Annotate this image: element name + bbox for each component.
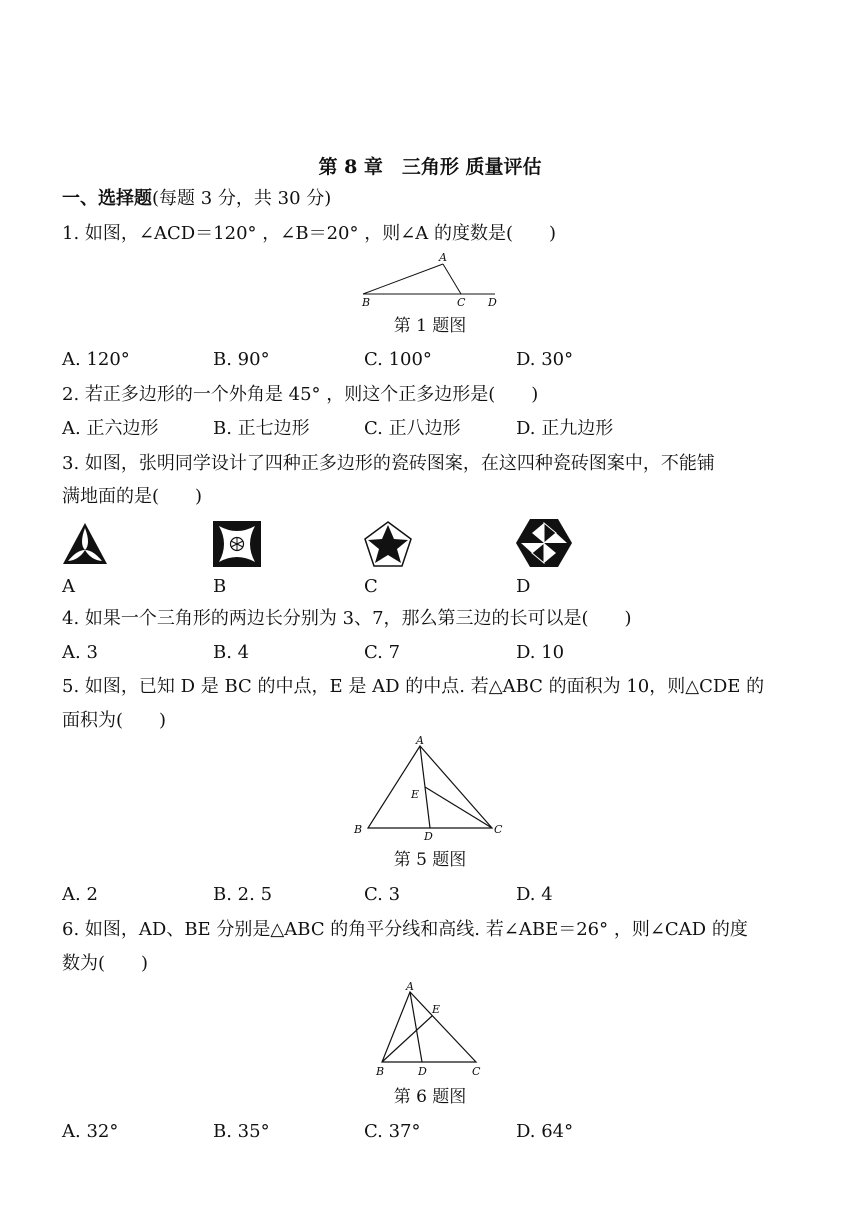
q2-choice-a[interactable]: A. 正六边形 bbox=[62, 418, 159, 439]
q6-label-c: C bbox=[472, 1065, 481, 1078]
q4-choice-a[interactable]: A. 3 bbox=[62, 642, 98, 663]
section-heading bbox=[62, 186, 331, 212]
q5-label-b: B bbox=[354, 823, 363, 836]
q6-choices bbox=[62, 1119, 762, 1145]
q5-label-a: A bbox=[416, 734, 424, 747]
q6-choice-d[interactable]: D. 64° bbox=[516, 1121, 574, 1142]
q6-label-b: B bbox=[376, 1065, 385, 1078]
tile-a-triangle-icon bbox=[61, 520, 109, 568]
q6-choice-b[interactable]: B. 35° bbox=[213, 1121, 270, 1142]
q1-choice-c[interactable]: C. 100° bbox=[364, 349, 432, 370]
q5-label-d: D bbox=[424, 830, 433, 843]
q5-label-c: C bbox=[494, 823, 503, 836]
tile-d-label[interactable]: D bbox=[516, 576, 531, 597]
q1-stem: 1. 如图，∠ACD＝120° ，∠B＝20° ，则∠A 的度数是( ) bbox=[62, 223, 557, 244]
section-label: 一、选择题 bbox=[62, 188, 152, 209]
q6-stem-line2: 数为( ) bbox=[62, 953, 149, 974]
q1-side-ab bbox=[363, 264, 443, 294]
section-note: (每题 3 分，共 30 分) bbox=[152, 188, 332, 209]
q1-caption: 第 1 题图 bbox=[393, 316, 467, 336]
q2-choice-b[interactable]: B. 正七边形 bbox=[213, 418, 310, 439]
q5-figure bbox=[350, 734, 510, 844]
q2-stem: 2. 若正多边形的一个外角是 45° ，则这个正多边形是( ) bbox=[62, 384, 539, 405]
tile-d-hexagon-icon bbox=[515, 517, 573, 569]
q4-stem: 4. 如果一个三角形的两边长分别为 3、7，那么第三边的长可以是( ) bbox=[62, 608, 632, 629]
q1-choice-a[interactable]: A. 120° bbox=[62, 349, 130, 370]
q1-choice-d[interactable]: D. 30° bbox=[516, 349, 574, 370]
q3-stem-line2: 满地面的是( ) bbox=[62, 486, 203, 507]
q1-label-d: D bbox=[488, 296, 497, 309]
q6-label-d: D bbox=[418, 1065, 427, 1078]
q1-label-b: B bbox=[362, 296, 371, 309]
q1-figure bbox=[355, 248, 515, 310]
q4-choices bbox=[62, 640, 762, 666]
tile-c-label[interactable]: C bbox=[364, 576, 378, 597]
tile-b-square-icon bbox=[211, 520, 263, 568]
q5-triangle-abc bbox=[368, 746, 492, 828]
q5-choice-a[interactable]: A. 2 bbox=[62, 884, 98, 905]
q1-side-ac bbox=[443, 264, 461, 294]
q6-altitude-be bbox=[382, 1016, 432, 1062]
q6-stem-line1: 6. 如图，AD、BE 分别是△ABC 的角平分线和高线. 若∠ABE＝26° ，则∠CAD 的度 bbox=[62, 919, 748, 940]
q4-choice-b[interactable]: B. 4 bbox=[213, 642, 250, 663]
q6-choice-c[interactable]: C. 37° bbox=[364, 1121, 421, 1142]
q2-choices bbox=[62, 416, 762, 442]
tile-b-label[interactable]: B bbox=[213, 576, 227, 597]
q4-choice-d[interactable]: D. 10 bbox=[516, 642, 565, 663]
q1-label-c: C bbox=[457, 296, 466, 309]
tile-c-pentagon-icon bbox=[362, 520, 414, 570]
q5-choice-b[interactable]: B. 2. 5 bbox=[213, 884, 273, 905]
q6-triangle-abc bbox=[382, 992, 476, 1062]
tile-a-label[interactable]: A bbox=[62, 576, 75, 597]
q1-choices bbox=[62, 347, 762, 373]
q6-label-e: E bbox=[432, 1003, 441, 1016]
q6-choice-a[interactable]: A. 32° bbox=[62, 1121, 119, 1142]
q5-stem-line1: 5. 如图，已知 D 是 BC 的中点，E 是 AD 的中点. 若△ABC 的面积为 10，则△CDE 的 bbox=[62, 676, 765, 697]
q2-choice-d[interactable]: D. 正九边形 bbox=[516, 418, 614, 439]
q1-label-a: A bbox=[439, 251, 447, 264]
q5-segment-ec bbox=[425, 787, 492, 828]
q6-caption: 第 6 题图 bbox=[393, 1087, 467, 1107]
q5-choices bbox=[62, 882, 762, 908]
q4-choice-c[interactable]: C. 7 bbox=[364, 642, 401, 663]
q6-figure bbox=[372, 980, 492, 1080]
q2-choice-c[interactable]: C. 正八边形 bbox=[364, 418, 461, 439]
q5-choice-d[interactable]: D. 4 bbox=[516, 884, 553, 905]
q5-choice-c[interactable]: C. 3 bbox=[364, 884, 401, 905]
q1-choice-b[interactable]: B. 90° bbox=[213, 349, 270, 370]
page-title: 第 8 章 三角形 质量评估 bbox=[318, 156, 542, 178]
q5-label-e: E bbox=[411, 788, 420, 801]
q5-stem-line2: 面积为( ) bbox=[62, 710, 167, 731]
q5-caption: 第 5 题图 bbox=[393, 850, 467, 870]
q6-label-a: A bbox=[406, 980, 414, 993]
q3-stem-line1: 3. 如图，张明同学设计了四种正多边形的瓷砖图案，在这四种瓷砖图案中，不能铺 bbox=[62, 453, 715, 474]
